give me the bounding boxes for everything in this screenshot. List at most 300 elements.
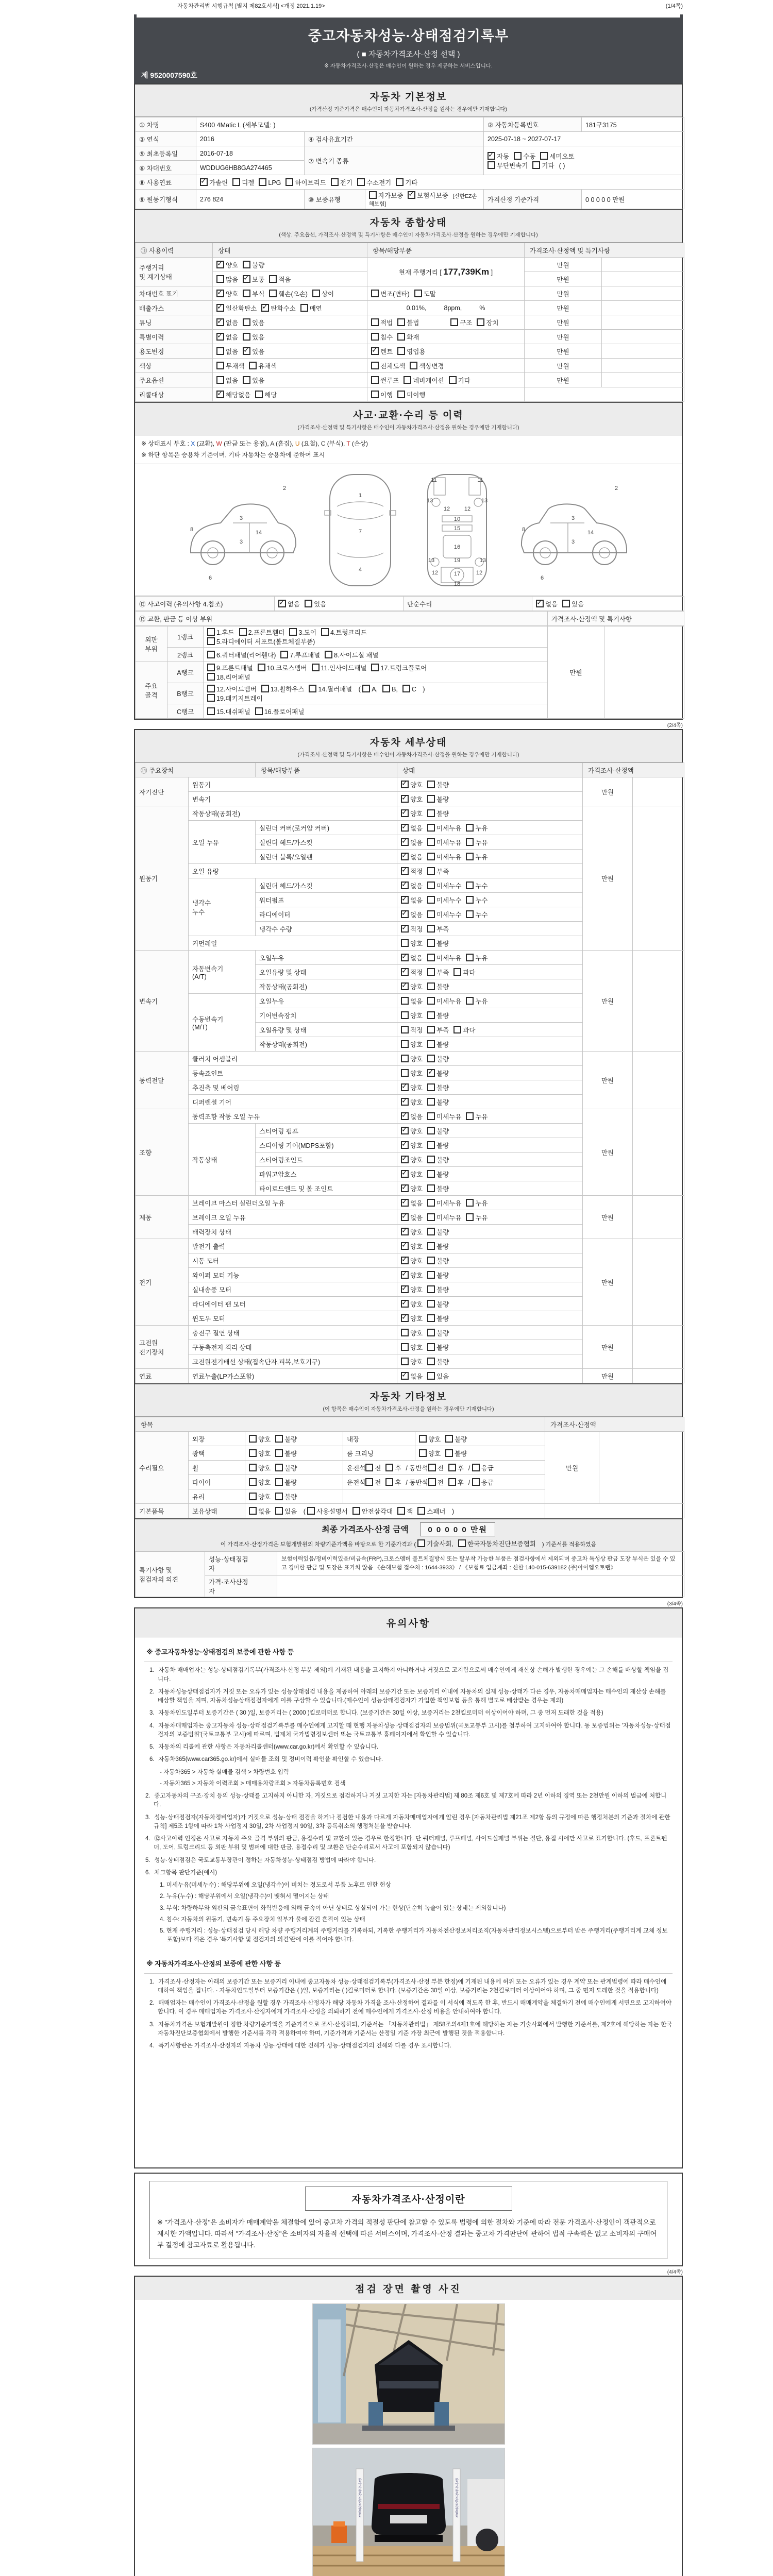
- checkbox-없음[interactable]: [401, 1213, 423, 1222]
- checkbox-부족[interactable]: [427, 1025, 449, 1035]
- checkbox-양호[interactable]: [401, 1328, 423, 1337]
- checkbox-box-icon[interactable]: [427, 853, 435, 860]
- checkbox-양호[interactable]: [216, 289, 238, 298]
- checkbox-전기[interactable]: [331, 178, 352, 187]
- checkbox-box-icon[interactable]: [401, 1141, 409, 1149]
- checkbox-양호[interactable]: [401, 1069, 423, 1078]
- checkbox-box-icon[interactable]: [427, 896, 435, 904]
- checkbox-2.프론트휀더[interactable]: [239, 628, 285, 637]
- checkbox-양호[interactable]: [401, 1343, 423, 1352]
- checkbox-불량[interactable]: [427, 1126, 449, 1136]
- checkbox-양호[interactable]: [249, 1492, 271, 1501]
- checkbox-box-icon[interactable]: [488, 152, 495, 160]
- checkbox-양호[interactable]: [401, 1054, 423, 1063]
- checkbox-양호[interactable]: [401, 1126, 423, 1136]
- checkbox-box-icon[interactable]: [275, 1493, 283, 1500]
- checkbox-양호[interactable]: [401, 1285, 423, 1294]
- checkbox-box-icon[interactable]: [427, 1011, 435, 1019]
- checkbox-불량[interactable]: [427, 1328, 449, 1337]
- checkbox-box-icon[interactable]: [258, 664, 265, 671]
- checkbox-box-icon[interactable]: [417, 1507, 425, 1515]
- checkbox-9.프론트패널[interactable]: [207, 663, 253, 672]
- checkbox-box-icon[interactable]: [249, 1493, 257, 1500]
- checkbox-양호[interactable]: [401, 1256, 423, 1265]
- checkbox-box-icon[interactable]: [401, 1112, 409, 1120]
- checkbox-box-icon[interactable]: [427, 1372, 435, 1380]
- checkbox-누유[interactable]: [466, 1112, 488, 1121]
- checkbox-box-icon[interactable]: [275, 1464, 283, 1471]
- checkbox-보험사보증[interactable]: [408, 191, 448, 200]
- checkbox-box-icon[interactable]: [362, 685, 370, 692]
- checkbox-box-icon[interactable]: [371, 664, 379, 671]
- checkbox-box-icon[interactable]: [321, 628, 329, 636]
- checkbox-box-icon[interactable]: [207, 664, 215, 671]
- checkbox-box-icon[interactable]: [401, 1170, 409, 1178]
- checkbox-box-icon[interactable]: [249, 1435, 257, 1443]
- checkbox-없음[interactable]: [216, 347, 238, 356]
- checkbox-box-icon[interactable]: [466, 1199, 474, 1207]
- checkbox-box-icon[interactable]: [365, 1478, 373, 1486]
- checkbox-전[interactable]: [365, 1463, 381, 1472]
- checkbox-box-icon[interactable]: [466, 882, 474, 889]
- checkbox-box-icon[interactable]: [427, 997, 435, 1005]
- checkbox-box-icon[interactable]: [397, 347, 405, 355]
- checkbox-box-icon[interactable]: [243, 290, 250, 297]
- checkbox-보통[interactable]: [243, 275, 264, 284]
- checkbox-양호[interactable]: [401, 1357, 423, 1366]
- checkbox-box-icon[interactable]: [216, 318, 224, 326]
- checkbox-불량[interactable]: [427, 1357, 449, 1366]
- checkbox-box-icon[interactable]: [280, 651, 288, 658]
- checkbox-한국자동차진단보증협회[interactable]: [458, 1539, 536, 1548]
- checkbox-box-icon[interactable]: [371, 290, 379, 297]
- checkbox-무단변속기[interactable]: [488, 161, 528, 170]
- checkbox-불량[interactable]: [427, 1299, 449, 1309]
- checkbox-없음[interactable]: [401, 910, 423, 919]
- checkbox-box-icon[interactable]: [357, 178, 365, 186]
- checkbox-13.휠하우스[interactable]: [261, 684, 305, 693]
- checkbox-적음[interactable]: [269, 275, 291, 284]
- checkbox-17.트렁크플로어[interactable]: [371, 663, 427, 672]
- checkbox-box-icon[interactable]: [401, 925, 409, 933]
- checkbox-box-icon[interactable]: [285, 178, 293, 186]
- checkbox-box-icon[interactable]: [371, 318, 379, 326]
- checkbox-box-icon[interactable]: [371, 391, 379, 398]
- checkbox-하이브리드[interactable]: [285, 178, 326, 187]
- checkbox-box-icon[interactable]: [453, 968, 461, 976]
- checkbox-변조(변타)[interactable]: [371, 289, 410, 298]
- checkbox-16.플로어패널[interactable]: [255, 707, 305, 716]
- checkbox-box-icon[interactable]: [427, 1300, 435, 1308]
- checkbox-box-icon[interactable]: [259, 178, 266, 186]
- checkbox-B,[interactable]: [382, 685, 398, 693]
- checkbox-box-icon[interactable]: [427, 982, 435, 990]
- checkbox-box-icon[interactable]: [427, 1199, 435, 1207]
- checkbox-box-icon[interactable]: [275, 1435, 283, 1443]
- checkbox-box-icon[interactable]: [427, 968, 435, 976]
- checkbox-불량[interactable]: [427, 1069, 449, 1078]
- checkbox-box-icon[interactable]: [278, 600, 286, 607]
- checkbox-box-icon[interactable]: [307, 1507, 315, 1515]
- checkbox-해당없음[interactable]: [216, 390, 250, 399]
- checkbox-4.트렁크리드[interactable]: [321, 628, 367, 637]
- checkbox-box-icon[interactable]: [401, 1184, 409, 1192]
- checkbox-미세누유[interactable]: [427, 1112, 461, 1121]
- checkbox-box-icon[interactable]: [401, 882, 409, 889]
- checkbox-box-icon[interactable]: [369, 191, 377, 199]
- checkbox-LPG[interactable]: [259, 178, 281, 187]
- checkbox-양호[interactable]: [401, 1227, 423, 1236]
- checkbox-없음[interactable]: [401, 838, 423, 847]
- checkbox-box-icon[interactable]: [477, 318, 484, 326]
- checkbox-수소전기[interactable]: [357, 178, 391, 187]
- checkbox-부족[interactable]: [427, 867, 449, 876]
- checkbox-box-icon[interactable]: [401, 1358, 409, 1365]
- checkbox-10.크로스멤버[interactable]: [258, 663, 307, 672]
- checkbox-부족[interactable]: [427, 968, 449, 977]
- checkbox-box-icon[interactable]: [401, 1026, 409, 1033]
- checkbox-장치[interactable]: [477, 318, 498, 327]
- checkbox-box-icon[interactable]: [427, 1213, 435, 1221]
- checkbox-미세누수[interactable]: [427, 910, 461, 919]
- checkbox-box-icon[interactable]: [427, 910, 435, 918]
- checkbox-후[interactable]: [385, 1478, 401, 1487]
- checkbox-box-icon[interactable]: [331, 178, 339, 186]
- checkbox-양호[interactable]: [401, 1314, 423, 1323]
- checkbox-3.도어[interactable]: [289, 628, 316, 637]
- checkbox-box-icon[interactable]: [249, 362, 257, 369]
- checkbox-훼손(오손)[interactable]: [269, 289, 308, 298]
- checkbox-box-icon[interactable]: [427, 1343, 435, 1351]
- checkbox-box-icon[interactable]: [401, 1127, 409, 1134]
- checkbox-불량[interactable]: [427, 1184, 449, 1193]
- checkbox-불량[interactable]: [427, 1054, 449, 1063]
- checkbox-box-icon[interactable]: [243, 318, 250, 326]
- checkbox-있음[interactable]: [305, 599, 326, 608]
- checkbox-box-icon[interactable]: [562, 600, 570, 607]
- checkbox-box-icon[interactable]: [255, 707, 263, 715]
- checkbox-없음[interactable]: [401, 1198, 423, 1208]
- checkbox-적정[interactable]: [401, 968, 423, 977]
- checkbox-양호[interactable]: [419, 1434, 441, 1444]
- checkbox-불법[interactable]: [397, 318, 419, 327]
- checkbox-box-icon[interactable]: [427, 838, 435, 846]
- checkbox-box-icon[interactable]: [427, 1156, 435, 1163]
- checkbox-적정[interactable]: [401, 1025, 423, 1035]
- checkbox-box-icon[interactable]: [397, 333, 405, 341]
- checkbox-box-icon[interactable]: [427, 1069, 435, 1077]
- checkbox-box-icon[interactable]: [401, 939, 409, 947]
- checkbox-양호[interactable]: [216, 260, 238, 269]
- checkbox-불량[interactable]: [427, 939, 449, 948]
- checkbox-box-icon[interactable]: [414, 290, 422, 297]
- checkbox-기타[interactable]: [449, 376, 470, 385]
- checkbox-잭[interactable]: [397, 1506, 413, 1516]
- checkbox-누유[interactable]: [466, 852, 488, 861]
- checkbox-A,[interactable]: [362, 685, 378, 693]
- checkbox-box-icon[interactable]: [216, 347, 224, 355]
- checkbox-불량[interactable]: [427, 1083, 449, 1092]
- checkbox-box-icon[interactable]: [243, 376, 250, 384]
- checkbox-양호[interactable]: [249, 1434, 271, 1444]
- checkbox-box-icon[interactable]: [427, 1184, 435, 1192]
- checkbox-없음[interactable]: [401, 1371, 423, 1381]
- checkbox-있음[interactable]: [275, 1506, 297, 1516]
- checkbox-미세누유[interactable]: [427, 953, 461, 962]
- checkbox-box-icon[interactable]: [200, 178, 208, 186]
- checkbox-양호[interactable]: [249, 1478, 271, 1487]
- checkbox-있음[interactable]: [562, 599, 584, 608]
- checkbox-5.라디에이터 서포트(볼트체결부품)[interactable]: [207, 637, 315, 646]
- checkbox-box-icon[interactable]: [401, 982, 409, 990]
- checkbox-양호[interactable]: [401, 1040, 423, 1049]
- checkbox-box-icon[interactable]: [448, 1464, 456, 1471]
- checkbox-누수[interactable]: [466, 910, 488, 919]
- checkbox-box-icon[interactable]: [428, 1478, 436, 1486]
- checkbox-box-icon[interactable]: [450, 318, 458, 326]
- checkbox-누유[interactable]: [466, 1198, 488, 1208]
- checkbox-box-icon[interactable]: [239, 628, 247, 636]
- checkbox-box-icon[interactable]: [401, 1156, 409, 1163]
- checkbox-유채색[interactable]: [249, 361, 277, 370]
- checkbox-box-icon[interactable]: [255, 391, 263, 398]
- checkbox-19.패키지트레이[interactable]: [207, 693, 263, 703]
- checkbox-자가보증[interactable]: [369, 191, 403, 200]
- checkbox-box-icon[interactable]: [397, 318, 405, 326]
- checkbox-box-icon[interactable]: [427, 1358, 435, 1365]
- checkbox-불량[interactable]: [243, 260, 264, 269]
- checkbox-없음[interactable]: [401, 895, 423, 905]
- checkbox-15.대쉬패널[interactable]: [207, 707, 250, 716]
- checkbox-box-icon[interactable]: [401, 1242, 409, 1250]
- checkbox-box-icon[interactable]: [365, 1464, 373, 1471]
- checkbox-box-icon[interactable]: [445, 1435, 453, 1443]
- checkbox-box-icon[interactable]: [401, 1257, 409, 1264]
- checkbox-구조[interactable]: [450, 318, 472, 327]
- checkbox-box-icon[interactable]: [401, 954, 409, 961]
- checkbox-양호[interactable]: [401, 1270, 423, 1280]
- checkbox-양호[interactable]: [401, 939, 423, 948]
- checkbox-box-icon[interactable]: [401, 1098, 409, 1106]
- checkbox-미세누수[interactable]: [427, 895, 461, 905]
- checkbox-box-icon[interactable]: [472, 1464, 480, 1471]
- checkbox-box-icon[interactable]: [445, 1449, 453, 1457]
- checkbox-box-icon[interactable]: [243, 333, 250, 341]
- checkbox-box-icon[interactable]: [249, 1449, 257, 1457]
- checkbox-box-icon[interactable]: [216, 290, 224, 297]
- checkbox-전체도색[interactable]: [371, 361, 405, 370]
- checkbox-기타[interactable]: [532, 161, 554, 170]
- checkbox-box-icon[interactable]: [309, 685, 316, 692]
- checkbox-box-icon[interactable]: [427, 939, 435, 947]
- checkbox-box-icon[interactable]: [207, 685, 215, 692]
- checkbox-box-icon[interactable]: [427, 1170, 435, 1178]
- checkbox-불량[interactable]: [275, 1463, 297, 1472]
- checkbox-불량[interactable]: [275, 1434, 297, 1444]
- checkbox-적정[interactable]: [401, 924, 423, 934]
- checkbox-box-icon[interactable]: [514, 152, 522, 160]
- checkbox-부족[interactable]: [427, 924, 449, 934]
- checkbox-전[interactable]: [365, 1478, 381, 1487]
- checkbox-box-icon[interactable]: [207, 637, 215, 645]
- checkbox-없음[interactable]: [401, 996, 423, 1006]
- checkbox-무채색[interactable]: [216, 361, 244, 370]
- checkbox-box-icon[interactable]: [385, 1464, 393, 1471]
- checkbox-box-icon[interactable]: [401, 1213, 409, 1221]
- checkbox-기타[interactable]: [396, 178, 417, 187]
- checkbox-불량[interactable]: [445, 1449, 467, 1458]
- checkbox-양호[interactable]: [249, 1463, 271, 1472]
- checkbox-불량[interactable]: [427, 794, 449, 804]
- checkbox-box-icon[interactable]: [427, 1083, 435, 1091]
- checkbox-box-icon[interactable]: [249, 1478, 257, 1486]
- checkbox-없음[interactable]: [401, 953, 423, 962]
- checkbox-box-icon[interactable]: [427, 925, 435, 933]
- checkbox-썬루프[interactable]: [371, 376, 399, 385]
- checkbox-누유[interactable]: [466, 823, 488, 833]
- checkbox-많음[interactable]: [216, 275, 238, 284]
- checkbox-불량[interactable]: [427, 1242, 449, 1251]
- checkbox-box-icon[interactable]: [401, 1271, 409, 1279]
- checkbox-있음[interactable]: [243, 376, 264, 385]
- checkbox-box-icon[interactable]: [540, 152, 548, 160]
- checkbox-box-icon[interactable]: [401, 1199, 409, 1207]
- checkbox-box-icon[interactable]: [275, 1449, 283, 1457]
- checkbox-영업용[interactable]: [397, 347, 425, 356]
- checkbox-box-icon[interactable]: [427, 781, 435, 788]
- checkbox-네비게이션[interactable]: [404, 376, 444, 385]
- checkbox-box-icon[interactable]: [385, 1478, 393, 1486]
- checkbox-box-icon[interactable]: [401, 795, 409, 803]
- checkbox-box-icon[interactable]: [427, 1040, 435, 1048]
- checkbox-누유[interactable]: [466, 953, 488, 962]
- checkbox-양호[interactable]: [401, 1083, 423, 1092]
- checkbox-box-icon[interactable]: [312, 290, 320, 297]
- checkbox-후[interactable]: [448, 1478, 464, 1487]
- checkbox-미세누유[interactable]: [427, 1213, 461, 1222]
- checkbox-box-icon[interactable]: [207, 707, 215, 715]
- checkbox-C[interactable]: [402, 685, 416, 693]
- checkbox-box-icon[interactable]: [216, 304, 224, 312]
- checkbox-렌트[interactable]: [371, 347, 393, 356]
- checkbox-색상변경[interactable]: [410, 361, 444, 370]
- checkbox-불량[interactable]: [427, 1011, 449, 1020]
- checkbox-미이행[interactable]: [397, 390, 425, 399]
- checkbox-box-icon[interactable]: [300, 304, 308, 312]
- checkbox-box-icon[interactable]: [466, 997, 474, 1005]
- checkbox-box-icon[interactable]: [427, 1098, 435, 1106]
- checkbox-누유[interactable]: [466, 996, 488, 1006]
- checkbox-세미오토[interactable]: [540, 151, 574, 161]
- checkbox-7.루프패널[interactable]: [280, 650, 320, 659]
- checkbox-box-icon[interactable]: [453, 1026, 461, 1033]
- checkbox-box-icon[interactable]: [427, 824, 435, 832]
- checkbox-box-icon[interactable]: [371, 347, 379, 355]
- checkbox-불량[interactable]: [427, 1314, 449, 1323]
- checkbox-box-icon[interactable]: [269, 290, 277, 297]
- checkbox-box-icon[interactable]: [466, 954, 474, 961]
- checkbox-미세누유[interactable]: [427, 823, 461, 833]
- checkbox-box-icon[interactable]: [419, 1435, 427, 1443]
- checkbox-box-icon[interactable]: [401, 1300, 409, 1308]
- checkbox-응급[interactable]: [472, 1478, 494, 1487]
- checkbox-box-icon[interactable]: [401, 781, 409, 788]
- checkbox-불량[interactable]: [427, 1097, 449, 1107]
- checkbox-box-icon[interactable]: [427, 1141, 435, 1149]
- checkbox-불량[interactable]: [427, 780, 449, 789]
- checkbox-양호[interactable]: [401, 1141, 423, 1150]
- checkbox-box-icon[interactable]: [466, 1213, 474, 1221]
- checkbox-해당[interactable]: [255, 390, 277, 399]
- checkbox-box-icon[interactable]: [401, 1040, 409, 1048]
- checkbox-box-icon[interactable]: [401, 968, 409, 976]
- checkbox-box-icon[interactable]: [427, 809, 435, 817]
- checkbox-수동[interactable]: [514, 151, 535, 161]
- checkbox-box-icon[interactable]: [449, 376, 457, 384]
- checkbox-양호[interactable]: [401, 1155, 423, 1164]
- checkbox-기술사회,[interactable]: [417, 1539, 453, 1548]
- checkbox-box-icon[interactable]: [427, 1228, 435, 1235]
- checkbox-양호[interactable]: [401, 1242, 423, 1251]
- checkbox-불량[interactable]: [427, 1141, 449, 1150]
- checkbox-12.사이드멤버[interactable]: [207, 684, 257, 693]
- checkbox-이행[interactable]: [371, 390, 393, 399]
- checkbox-있음[interactable]: [427, 1371, 449, 1381]
- checkbox-누유[interactable]: [466, 1213, 488, 1222]
- checkbox-box-icon[interactable]: [216, 391, 224, 398]
- checkbox-box-icon[interactable]: [532, 161, 540, 169]
- checkbox-불량[interactable]: [445, 1434, 467, 1444]
- checkbox-box-icon[interactable]: [243, 275, 250, 283]
- checkbox-box-icon[interactable]: [448, 1478, 456, 1486]
- checkbox-box-icon[interactable]: [401, 867, 409, 875]
- checkbox-미세누수[interactable]: [427, 881, 461, 890]
- checkbox-box-icon[interactable]: [249, 1464, 257, 1471]
- checkbox-box-icon[interactable]: [397, 1507, 405, 1515]
- checkbox-box-icon[interactable]: [216, 362, 224, 369]
- checkbox-box-icon[interactable]: [207, 694, 215, 702]
- checkbox-11.인사이드패널[interactable]: [312, 663, 367, 672]
- checkbox-box-icon[interactable]: [216, 261, 224, 268]
- checkbox-box-icon[interactable]: [427, 1026, 435, 1033]
- checkbox-box-icon[interactable]: [289, 628, 297, 636]
- checkbox-box-icon[interactable]: [401, 1329, 409, 1336]
- checkbox-box-icon[interactable]: [401, 1069, 409, 1077]
- checkbox-1.후드[interactable]: [207, 628, 234, 637]
- checkbox-box-icon[interactable]: [401, 1314, 409, 1322]
- checkbox-box-icon[interactable]: [428, 1464, 436, 1471]
- checkbox-box-icon[interactable]: [419, 1449, 427, 1457]
- checkbox-box-icon[interactable]: [410, 362, 417, 369]
- checkbox-box-icon[interactable]: [312, 664, 320, 671]
- checkbox-미세누유[interactable]: [427, 852, 461, 861]
- checkbox-box-icon[interactable]: [488, 161, 495, 169]
- checkbox-box-icon[interactable]: [466, 838, 474, 846]
- checkbox-불량[interactable]: [427, 809, 449, 818]
- checkbox-box-icon[interactable]: [401, 1011, 409, 1019]
- checkbox-box-icon[interactable]: [427, 1112, 435, 1120]
- checkbox-없음[interactable]: [278, 599, 300, 608]
- checkbox-전[interactable]: [428, 1463, 444, 1472]
- checkbox-box-icon[interactable]: [427, 795, 435, 803]
- checkbox-불량[interactable]: [427, 982, 449, 991]
- checkbox-불량[interactable]: [427, 1040, 449, 1049]
- checkbox-도말[interactable]: [414, 289, 436, 298]
- checkbox-누유[interactable]: [466, 838, 488, 847]
- checkbox-디젤[interactable]: [232, 178, 254, 187]
- checkbox-box-icon[interactable]: [466, 896, 474, 904]
- checkbox-스패너[interactable]: [417, 1506, 445, 1516]
